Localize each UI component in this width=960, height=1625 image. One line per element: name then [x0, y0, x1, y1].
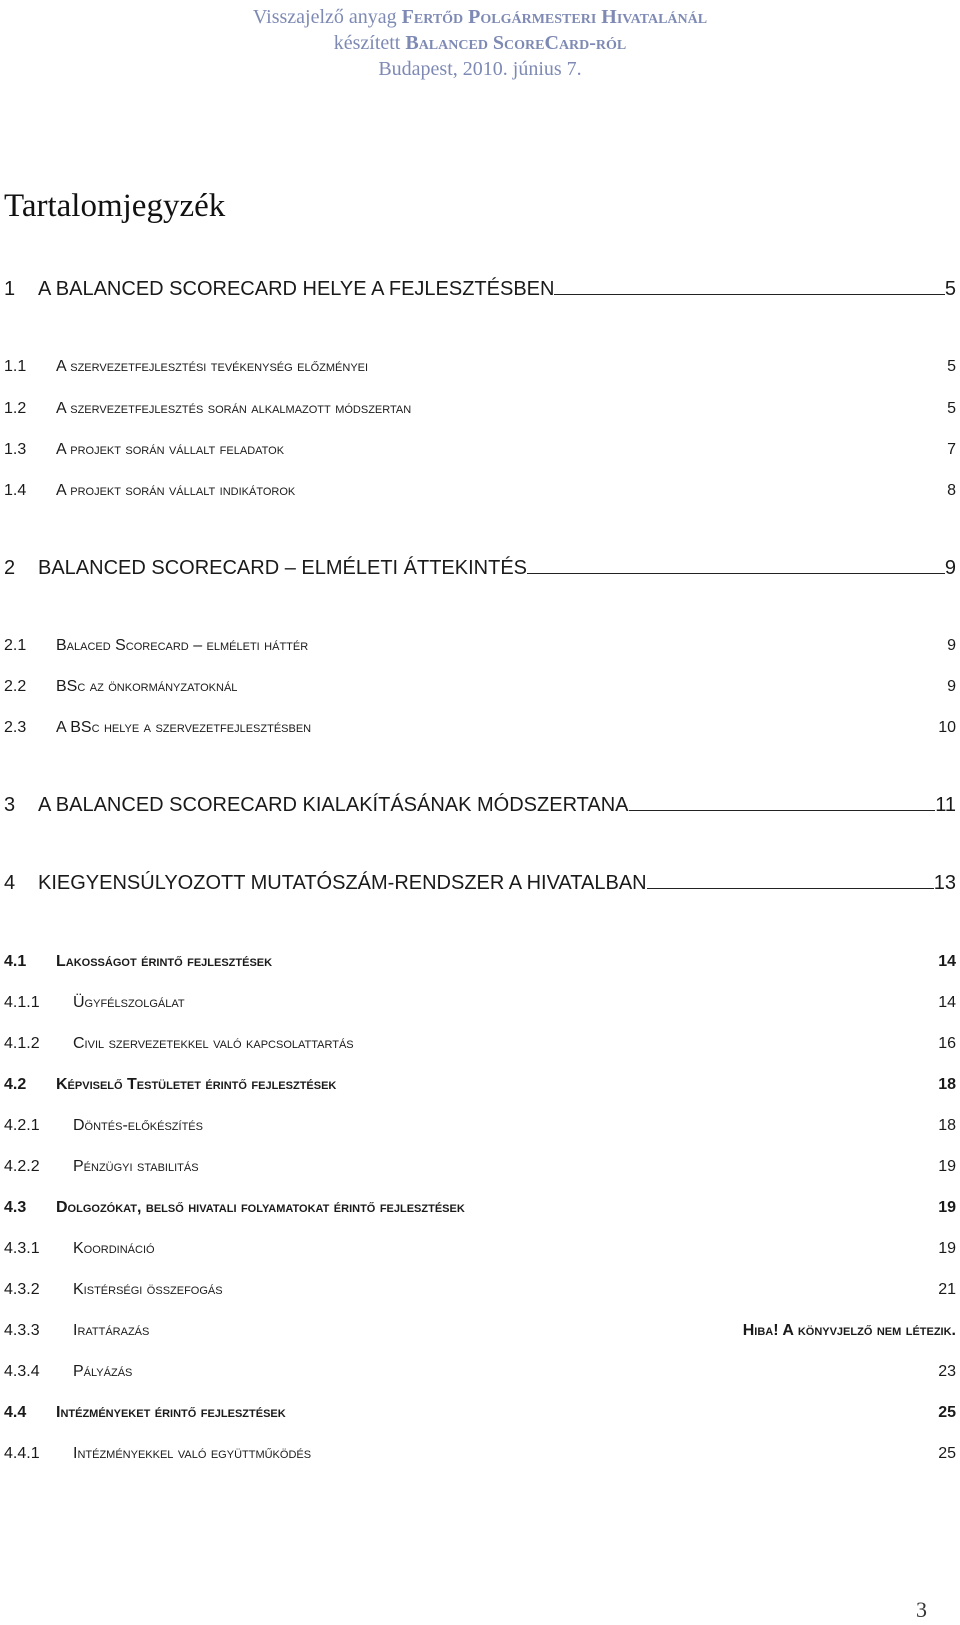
- toc-leader-line: [527, 573, 945, 574]
- toc-entry-number: 1.4: [4, 482, 27, 499]
- header-prefix: Visszajelző anyag: [252, 6, 402, 28]
- header-prefix: készített: [333, 32, 406, 54]
- page-number: 3: [916, 1597, 927, 1622]
- toc-entry-page: 19: [938, 1199, 956, 1216]
- toc-entry[interactable]: [4, 1404, 960, 1422]
- toc-entry-page: 9: [947, 678, 956, 695]
- toc-entry[interactable]: [4, 637, 960, 655]
- toc-entry-page: 18: [938, 1076, 956, 1093]
- toc-entry-page: 11: [935, 794, 956, 816]
- toc-entry-number: 1.1: [4, 358, 27, 375]
- toc-entry-label: Koordináció: [73, 1240, 155, 1257]
- toc-entry[interactable]: [4, 482, 960, 500]
- toc-entry[interactable]: [4, 678, 960, 696]
- toc-entry-label: Lakosságot érintő fejlesztések: [56, 953, 273, 970]
- toc-entry-label: Balaced Scorecard – elméleti háttér: [56, 637, 309, 654]
- toc-entry-number: 4.2.2: [4, 1158, 40, 1175]
- toc-entry-page: 8: [947, 482, 956, 499]
- toc-entry-page: 9: [947, 637, 956, 654]
- toc-entry[interactable]: [4, 994, 960, 1012]
- toc-entry-page: 19: [938, 1240, 956, 1257]
- toc-entry-page: 21: [938, 1281, 956, 1298]
- toc-entry[interactable]: [4, 1240, 960, 1258]
- toc-entry-label: Dolgozókat, belső hivatali folyamatokat érintő fejlesztések: [56, 1199, 465, 1216]
- header-line-2: [0, 30, 960, 56]
- toc-entry[interactable]: [4, 441, 960, 459]
- toc-entry-label: A BSc helye a szervezetfejlesztésben: [56, 719, 312, 736]
- toc-entry-label: A projekt során vállalt indikátorok: [56, 482, 296, 499]
- toc-entry[interactable]: [4, 719, 960, 737]
- toc-entry[interactable]: [4, 1035, 960, 1053]
- toc-leader-line: [647, 888, 934, 889]
- toc-entry-page: 9: [944, 557, 956, 579]
- toc-entry-page: 23: [938, 1363, 956, 1380]
- toc-entry-page: 5: [947, 400, 956, 417]
- toc-entry[interactable]: [4, 1363, 960, 1381]
- header-document-type: Balanced ScoreCard-ról: [405, 32, 627, 54]
- toc-entry-label: Intézményekkel való együttműködés: [73, 1445, 312, 1462]
- toc-entry-label: Civil szervezetekkel való kapcsolattartás: [73, 1035, 354, 1052]
- toc-entry-number: 4.4.1: [4, 1445, 40, 1462]
- toc-entry-number: 2.1: [4, 637, 27, 654]
- toc-entry-number: 4.1: [4, 953, 27, 970]
- toc-entry-page: 25: [938, 1445, 956, 1462]
- toc-entry-number: 4.1.1: [4, 994, 40, 1011]
- toc-entry[interactable]: [4, 1322, 960, 1340]
- toc-entry-label: Ügyfélszolgálat: [73, 994, 185, 1011]
- toc-entry-label: Pályázás: [73, 1363, 133, 1380]
- toc-entry-number: 1.3: [4, 441, 27, 458]
- toc-entry-number: 4.2.1: [4, 1117, 40, 1134]
- toc-entry-number: 3: [4, 794, 16, 816]
- toc-leader-line: [629, 810, 936, 811]
- toc-entry[interactable]: [4, 358, 960, 376]
- toc-leader-line: [554, 294, 944, 295]
- toc-entry-page: 10: [938, 719, 956, 736]
- toc-entry-page: 14: [938, 994, 956, 1011]
- toc-entry-number: 4.2: [4, 1076, 27, 1093]
- toc-entry-number: 4.1.2: [4, 1035, 40, 1052]
- toc-entry[interactable]: [4, 872, 960, 895]
- toc-entry-label: A projekt során vállalt feladatok: [56, 441, 285, 458]
- toc-entry-label: A BALANCED SCORECARD HELYE A FEJLESZTÉSBEN: [38, 278, 555, 300]
- toc-entry-label: Döntés-előkészítés: [73, 1117, 203, 1134]
- toc-entry-number: 2: [4, 557, 16, 579]
- toc-entry-page: 5: [947, 358, 956, 375]
- toc-entry-label: BALANCED SCORECARD – ELMÉLETI ÁTTEKINTÉS: [38, 557, 528, 579]
- toc-entry-page-error: Hiba! A könyvjelző nem létezik.: [742, 1322, 956, 1339]
- toc-entry-label: Irattárazás: [73, 1322, 150, 1339]
- header-organization: Fertőd Polgármesteri Hivatalánál: [401, 6, 708, 28]
- toc-entry-label: BSc az önkormányzatoknál: [56, 678, 238, 695]
- toc-entry-number: 4.3: [4, 1199, 27, 1216]
- toc-entry-page: 7: [947, 441, 956, 458]
- toc-entry-page: 13: [933, 872, 956, 894]
- toc-entry[interactable]: [4, 794, 960, 817]
- toc-entry-label: KIEGYENSÚLYOZOTT MUTATÓSZÁM-RENDSZER A HIVATALBAN: [38, 872, 647, 894]
- toc-entry-label: A szervezetfejlesztés során alkalmazott módszertan: [56, 400, 412, 417]
- toc-entry-page: 16: [938, 1035, 956, 1052]
- toc-entry-number: 1: [4, 278, 16, 300]
- toc-entry-label: Kistérségi összefogás: [73, 1281, 223, 1298]
- header-line-1: [0, 4, 960, 30]
- toc-entry-number: 4.3.3: [4, 1322, 40, 1339]
- toc-entry-number: 4.3.1: [4, 1240, 40, 1257]
- toc-entry[interactable]: [4, 400, 960, 418]
- document-header: [0, 4, 960, 82]
- toc-entry-page: 25: [938, 1404, 956, 1421]
- toc-entry[interactable]: [4, 557, 960, 580]
- toc-entry-number: 4.3.2: [4, 1281, 40, 1298]
- toc-entry-number: 2.2: [4, 678, 27, 695]
- page-title: Tartalomjegyzék: [4, 188, 226, 224]
- toc-entry-page: 5: [944, 278, 956, 300]
- toc-entry-number: 4.4: [4, 1404, 27, 1421]
- toc-entry[interactable]: [4, 1199, 960, 1217]
- toc-entry-page: 14: [938, 953, 956, 970]
- toc-entry-label: Intézményeket érintő fejlesztések: [56, 1404, 286, 1421]
- toc-entry[interactable]: [4, 953, 960, 971]
- toc-entry[interactable]: [4, 1158, 960, 1176]
- toc-entry-number: 1.2: [4, 400, 27, 417]
- toc-entry-page: 18: [938, 1117, 956, 1134]
- toc-entry-page: 19: [938, 1158, 956, 1175]
- toc-entry-label: Képviselő Testületet érintő fejlesztések: [56, 1076, 337, 1093]
- toc-entry[interactable]: [4, 1076, 960, 1094]
- header-date: Budapest, 2010. június 7.: [378, 58, 582, 80]
- toc-entry[interactable]: [4, 1281, 960, 1299]
- toc-entry-label: A BALANCED SCORECARD KIALAKÍTÁSÁNAK MÓDSZERTANA: [38, 794, 629, 816]
- toc-entry-label: Pénzügyi stabilitás: [73, 1158, 199, 1175]
- toc-entry[interactable]: [4, 1117, 960, 1135]
- toc-entry-number: 4.3.4: [4, 1363, 40, 1380]
- toc-entry[interactable]: [4, 1445, 960, 1463]
- toc-entry-number: 2.3: [4, 719, 27, 736]
- toc-entry-number: 4: [4, 872, 16, 894]
- toc-entry[interactable]: [4, 278, 960, 301]
- toc-entry-label: A szervezetfejlesztési tevékenység előzményei: [56, 358, 369, 375]
